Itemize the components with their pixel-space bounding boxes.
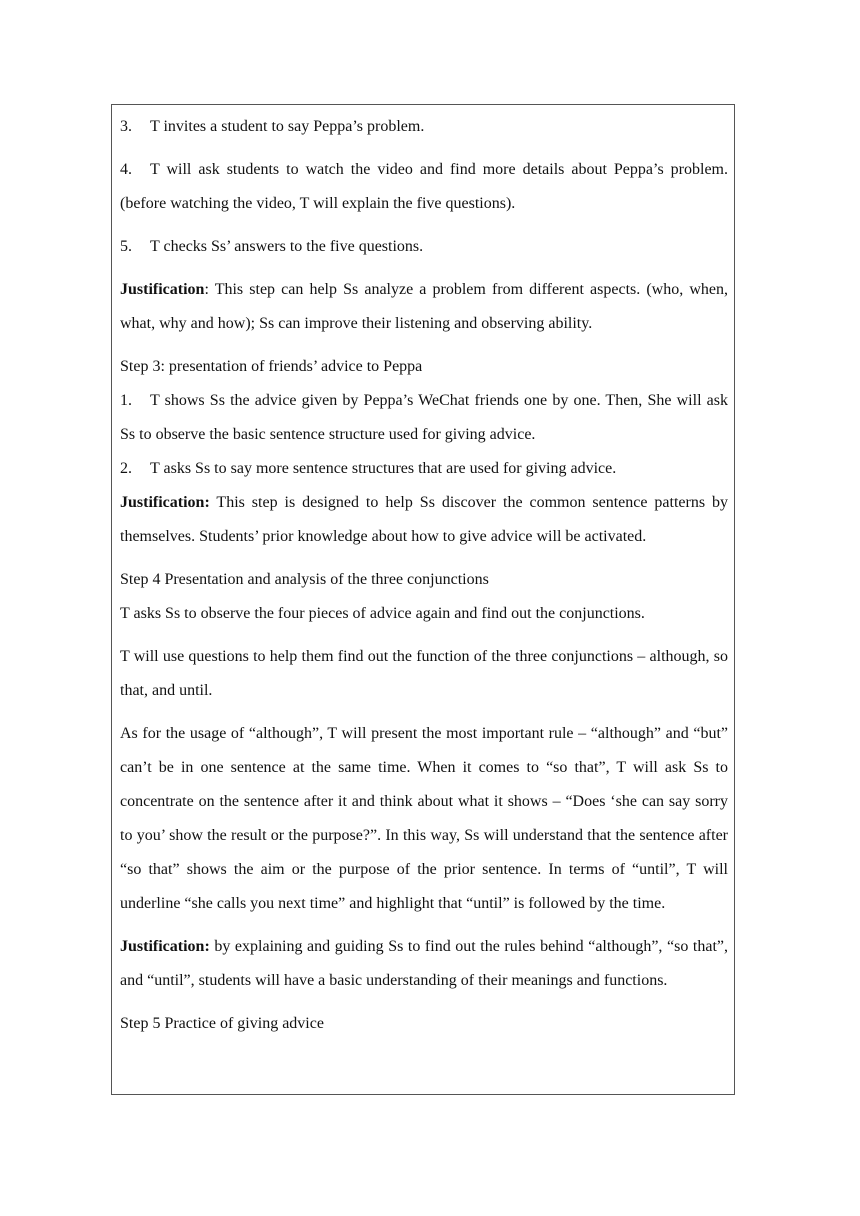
list-item — [120, 110, 728, 144]
list-item — [120, 230, 728, 264]
item-text: T shows Ss the advice given by Peppa’s WeChat friends one by one. Then, She will ask Ss to observe the basic sentence structure used for giving advice. — [120, 392, 728, 443]
body-paragraph: T asks Ss to observe the four pieces of advice again and find out the conjunctions. — [120, 605, 645, 622]
item-text: T will ask students to watch the video and find more details about Peppa’s problem. (before watching the video, T will explain the five questions). — [120, 161, 728, 212]
table-cell — [111, 104, 735, 1095]
justification-label: Justification: — [120, 494, 210, 511]
step-heading: Step 4 Presentation and analysis of the three conjunctions — [120, 571, 489, 588]
list-item — [120, 452, 728, 486]
item-text: T checks Ss’ answers to the five questions. — [150, 238, 424, 255]
item-text: T invites a student to say Peppa’s problem. — [150, 118, 425, 135]
item-number: 1. — [120, 392, 132, 409]
list-item — [120, 384, 728, 452]
justification-text: : This step can help Ss analyze a problem from different aspects. (who, when, what, why and how); Ss can improve their listening and observing ability. — [120, 281, 728, 332]
item-text: T asks Ss to say more sentence structures that are used for giving advice. — [150, 460, 617, 477]
justification-paragraph — [120, 486, 728, 554]
item-number: 4. — [120, 161, 132, 178]
body-paragraph: As for the usage of “although”, T will present the most important rule – “although” and “but” can’t be in one sentence at the same time. When it comes to “so that”, T will ask Ss to concentrate on the sentence after it and think about what it shows – “Does ‘she can say sorry to you’ show the result or the purpose?”. In this way, Ss will understand that the sentence after “so that” shows the aim or the purpose of the prior sentence. In terms of “until”, T will underline “she calls you next time” and highlight that “until” is followed by the time. — [120, 725, 728, 912]
step-heading: Step 5 Practice of giving advice — [120, 1015, 324, 1032]
list-item — [120, 153, 728, 221]
item-number: 5. — [120, 238, 132, 255]
justification-paragraph — [120, 930, 728, 998]
step-heading: Step 3: presentation of friends’ advice to Peppa — [120, 358, 423, 375]
justification-text: This step is designed to help Ss discover the common sentence patterns by themselves. Students’ prior knowledge about how to give advice will be activated. — [120, 494, 728, 545]
justification-label: Justification: — [120, 938, 210, 955]
body-paragraph: T will use questions to help them find out the function of the three conjunctions – although, so that, and until. — [120, 648, 728, 699]
item-number: 3. — [120, 118, 132, 135]
item-number: 2. — [120, 460, 132, 477]
justification-paragraph — [120, 273, 728, 341]
justification-text: by explaining and guiding Ss to find out the rules behind “although”, “so that”, and “until”, students will have a basic understanding of their meanings and functions. — [120, 938, 728, 989]
justification-label: Justification — [120, 281, 205, 298]
